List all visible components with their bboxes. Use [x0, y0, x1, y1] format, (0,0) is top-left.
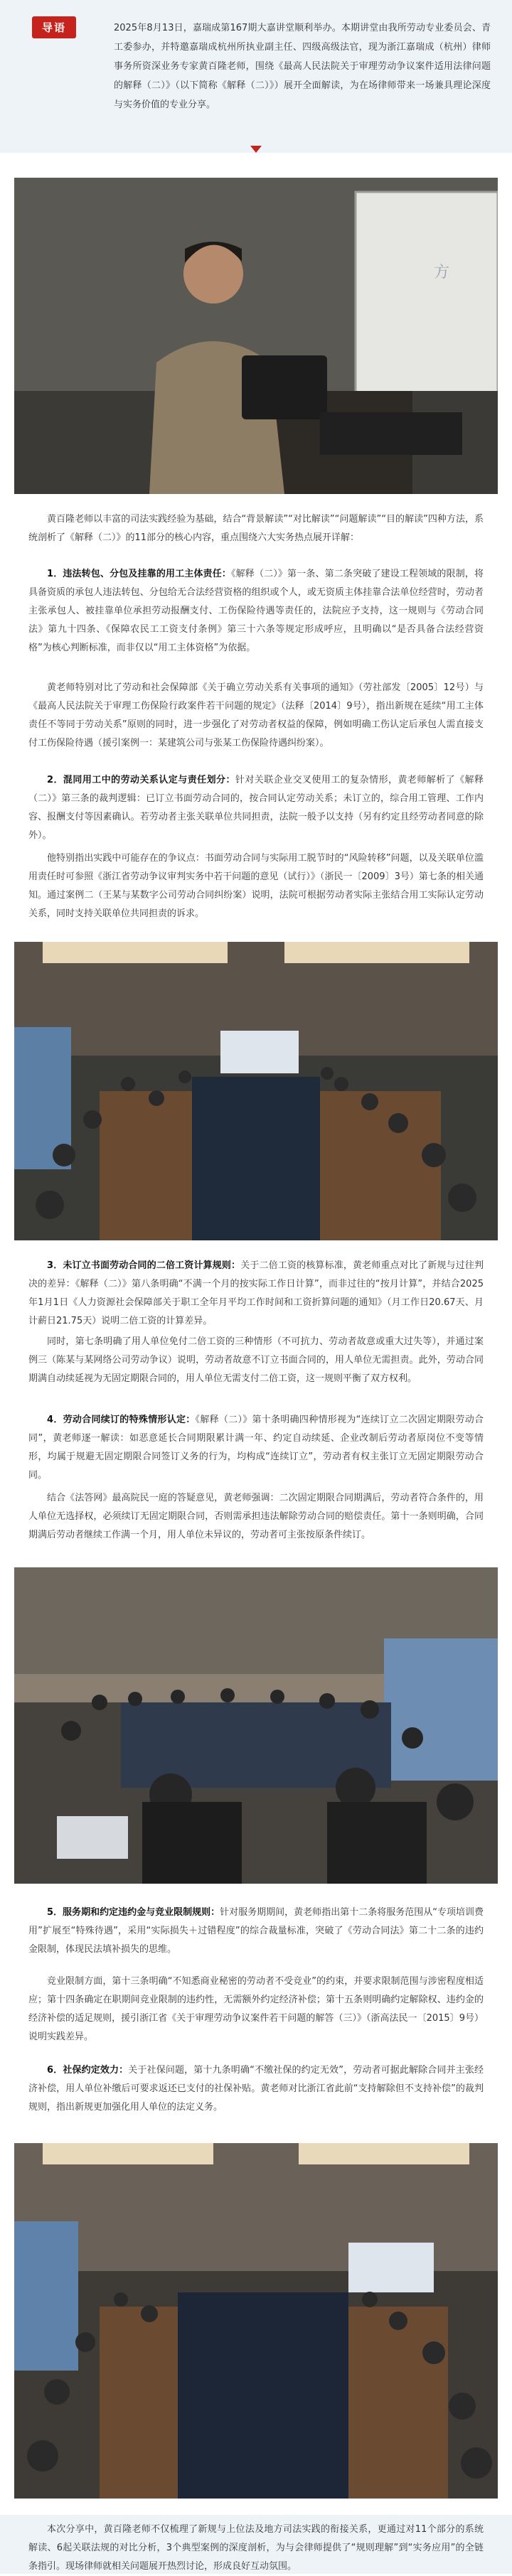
point4b-paragraph: 结合《法答网》最高院民一庭的答疑意见，黄老师强调：二次固定期限合同期满后，劳动者符合条件的，用人单位无选择权，必须续订无固定期限合同，否则需承担违法解除劳动合同的赔偿责任。第十一条则明确，合同期满后劳动者继续工作满一个月，用人单位未异议的，劳动者可主张按原条件续订。: [28, 1493, 484, 1540]
point3b-paragraph: 同时，第七条明确了用人单位免付二倍工资的三种情形（不可抗力、劳动者故意或重大过失等），并通过案例三（陈某与某网络公司劳动争议）说明，劳动者故意不订立书面合同的，用人单位无需担责。此外，劳动合同期满自动续延视为无固定期限合同的，用人单位无需支付二倍工资，这一规则平衡了双方权利。: [28, 1336, 484, 1384]
speaker-photo: [14, 178, 498, 494]
section-lead: 黄百隆老师以丰富的司法实践经验为基础，结合“背景解读”“对比解读”“问题解读”“目的解读”四种方法，系统剖析了《解释（二）》的11部分的核心内容，重点围绕六大实务热点展开详解：: [28, 514, 484, 543]
conclusion-paragraph: 本次分享中，黄百隆老师不仅梳理了新规与上位法及地方司法实践的衔接关系，更通过对11个部分的系统解读、6起关联法规的对比分析，3个典型案例的深度剖析，为与会律师提供了“规则理解”到“实务应用”的全链条指引。现场律师就相关问题展开热烈讨论，形成良好互动氛围。: [28, 2524, 484, 2572]
point1-paragraph: [28, 565, 484, 658]
point1b-paragraph: 黄老师特别对比了劳动和社会保障部《关于确立劳动关系有关事项的通知》（劳社部发〔2005〕12号）与《最高人民法院关于审理工伤保险行政案件若干问题的规定》（法释〔2014〕9号），指出新规在延续“用工主体责任不等同于劳动关系”原则的同时，进一步强化了对劳动者权益的保障，例如明确工伤认定后承包人需直接支付工伤保险待遇（援引案例一：某建筑公司与张某工伤保险待遇纠纷案）。: [28, 682, 484, 748]
point6-paragraph: [28, 2061, 484, 2117]
point3-paragraph: [28, 1257, 484, 1331]
point4-body: 《解释（二）》第十条明确四种情形视为“连续订立二次固定期限劳动合同”，黄老师逐一解读：如恶意延长合同期限累计满一年、约定自动续延、企业改制后劳动者原岗位不变等情形，均属于规避无固定期限合同签订义务的行为，均构成“连续订立”，劳动者有权主张订立无固定期限劳动合同。: [28, 1415, 484, 1481]
intro-badge: 导语: [32, 16, 76, 38]
point4-heading: 4．劳动合同续订的特殊情形认定：: [47, 1415, 196, 1425]
audience-photo-2: [14, 1567, 498, 1884]
point6-heading: 6．社保约定效力：: [47, 2065, 129, 2076]
arrow-down-icon: [250, 146, 262, 153]
point5-heading: 5．服务期和约定违约金与竞业限制规则：: [47, 1907, 220, 1918]
point3-heading: 3．未订立书面劳动合同的二倍工资计算规则：: [47, 1260, 241, 1271]
intro-text: 2025年8月13日，嘉瑞成第167期大嘉讲堂顺利举办。本期讲堂由我所劳动专业委员会、青工委参办，并特邀嘉瑞成杭州所执业副主任、四级高级法官，现为浙江嘉瑞成（杭州）律师事务所资深业务专家黄百隆老师，围绕《最高人民法院关于审理劳动争议案件适用法律问题的解释（二）》（以下简称《解释（二）》）展开全面解读，为在场律师带来一场兼具理论深度与实务价值的专业分享。: [114, 23, 491, 110]
point2-body: 针对关联企业交叉使用工的复杂情形，黄老师解析了《解释（二）》第三条的裁判逻辑：已订立书面劳动合同的，按合同认定劳动关系；未订立的，综合用工管理、工作内容、报酬支付等因素确认。若劳动者主张关联单位共同担责，法院一般予以支持（另有约定且经劳动者同意的除外）。: [28, 775, 484, 841]
point5-body: 针对服务期期间，黄老师指出第十二条将服务范围从“专项培训费用”扩展至“特殊待遇”，采用“实际损失＋过错程度”的综合裁量标准，突破了《劳动合同法》第二十二条的违约金限制，体现民法填补损失的思维。: [28, 1907, 484, 1955]
svg-text:方: 方: [434, 264, 450, 281]
audience-photo-1: [14, 942, 498, 1240]
point2-paragraph: [28, 771, 484, 845]
point4-paragraph: [28, 1411, 484, 1485]
intro-section: [0, 0, 512, 153]
point2-heading: 2．混同用工中的劳动关系认定与责任划分：: [47, 775, 235, 785]
point5b-paragraph: 竞业限制方面，第十三条明确“不知悉商业秘密的劳动者不受竞业”的约束，并要求限制范围与涉密程度相适应；第十四条确定在职期间竞业限制的违约性，无需额外约定经济补偿；第十五条则明确约定解除权、违约金的经济补偿的适足规则，援引浙江省《关于审理劳动争议案件若干问题的解答（三）》（浙高法民一〔2015〕9号）说明实践差异。: [28, 1976, 484, 2042]
audience-photo-3: [14, 2143, 498, 2499]
point2b-paragraph: 他特别指出实践中可能存在的争议点：书面劳动合同与实际用工脱节时的“风险转移”问题，以及关联单位滥用责任时可参照《浙江省劳动争议审判实务中若干问题的意见（试行）》（浙民一〔2009〕3号）第七条的相关通知。通过案例二（王某与某数字公司劳动合同纠纷案）说明，法院可根据劳动者实际主张结合用工实际认定劳动关系，同时支持关联单位共同担责的诉求。: [28, 853, 484, 919]
point3-body: 关于二倍工资的核算标准，黄老师重点对比了新规与过往判决的差异：《解释（二）》第八条明确“不满一个月的按实际工作日计算”，而非过往的“按月计算”，并结合2025年1月1日《人力资源社会保障部关于职工全年月平均工作时间和工资折算问题的通知》（月工作日20.67天、月计薪日21.75天）说明二倍工资的计算差异。: [28, 1260, 484, 1326]
point5-paragraph: [28, 1904, 484, 1959]
point1-body: 《解释（二）》第一条、第二条突破了建设工程领域的限制，将具备资质的承包人违法转包、分包给无合法经营资格的组织或个人，或无资质主体挂靠合法单位经营时，劳动者主张承包人、被挂靠单位承担劳动报酬支付、工伤保险待遇等责任的，法院应予支持，这一规则与《劳动合同法》第九十四条、《保障农民工工资支付条例》第三十六条等规定形成呼应，且明确以“是否具备合法经营资格”为核心判断标准，而非仅以“用工主体资格”为依据。: [28, 569, 484, 653]
point6-body: 关于社保问题，第十九条明确“不缴社保的约定无效”，劳动者可据此解除合同并主张经济补偿，用人单位补缴后可要求返还已支付的社保补贴。黄老师对比浙江省此前“支持解除但不支持补偿”的裁判规则，指出新规更加强化用人单位的法定义务。: [28, 2065, 484, 2113]
point1-heading: 1．违法转包、分包及挂靠的用工主体责任：: [47, 569, 231, 579]
